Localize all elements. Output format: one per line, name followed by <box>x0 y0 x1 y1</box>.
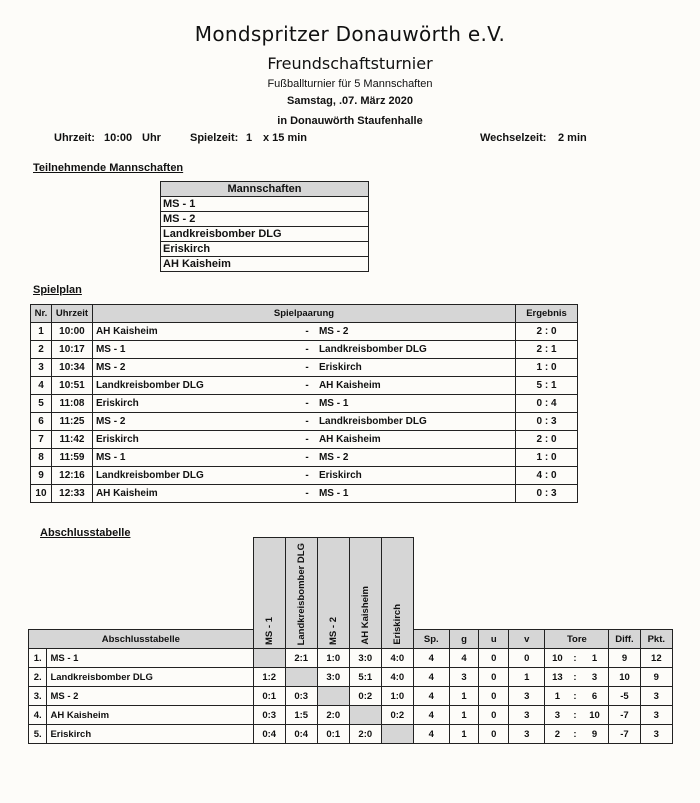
spielzeit-label: Spielzeit: <box>190 132 239 144</box>
game-dash: - <box>298 323 316 341</box>
game-dash: - <box>298 449 316 467</box>
game-result: 0 : 3 <box>516 413 578 431</box>
game-home: Eriskirch <box>92 431 298 449</box>
schedule-row <box>31 341 578 359</box>
stat-pkt: 3 <box>640 687 672 706</box>
game-dash: - <box>298 467 316 485</box>
stat-header-v: v <box>509 630 545 649</box>
uhrzeit-label: Uhrzeit: <box>54 132 95 144</box>
cross-result-cell: 0:2 <box>381 706 413 725</box>
game-home: AH Kaisheim <box>92 485 298 503</box>
cross-result-cell: 5:1 <box>349 668 381 687</box>
stat-pkt: 9 <box>640 668 672 687</box>
game-nr: 2 <box>31 341 52 359</box>
cross-result-cell <box>349 706 381 725</box>
rank-cell: 3. <box>29 687 47 706</box>
game-time: 10:17 <box>51 341 92 359</box>
stat-header-diff: Diff. <box>609 630 640 649</box>
teams-column-header: Mannschaften <box>161 182 369 197</box>
team-name-cell: Landkreisbomber DLG <box>47 668 253 687</box>
game-nr: 4 <box>31 377 52 395</box>
stat-header-tore: Tore <box>545 630 609 649</box>
schedule-heading: Spielplan <box>33 284 82 296</box>
stat-diff: -5 <box>609 687 640 706</box>
game-dash: - <box>298 431 316 449</box>
stat-pkt: 12 <box>640 649 672 668</box>
game-result: 2 : 0 <box>516 431 578 449</box>
stat-u: 0 <box>479 725 509 744</box>
game-time: 11:08 <box>51 395 92 413</box>
teams-table <box>160 181 369 272</box>
schedule-row <box>31 377 578 395</box>
game-nr: 10 <box>31 485 52 503</box>
stat-g: 1 <box>449 706 479 725</box>
schedule-row <box>31 485 578 503</box>
cross-result-cell: 0:2 <box>349 687 381 706</box>
goals-colon: : <box>569 668 581 687</box>
rank-cell: 1. <box>29 649 47 668</box>
stat-sp: 4 <box>413 649 449 668</box>
tournament-title: Freundschaftsturnier <box>267 54 433 73</box>
col-nr: Nr. <box>31 305 52 323</box>
goals-against: 9 <box>581 725 609 744</box>
game-nr: 1 <box>31 323 52 341</box>
col-result: Ergebnis <box>516 305 578 323</box>
teams-heading: Teilnehmende Mannschaften <box>33 162 184 174</box>
goals-colon: : <box>569 687 581 706</box>
spielzeit-value: 1 <box>246 132 253 144</box>
team-cell: Eriskirch <box>161 242 369 257</box>
cross-result-cell: 1:5 <box>285 706 317 725</box>
cross-result-cell: 0:1 <box>317 725 349 744</box>
cross-result-cell: 0:4 <box>285 725 317 744</box>
schedule-row <box>31 431 578 449</box>
stat-header-pkt: Pkt. <box>640 630 672 649</box>
game-away: MS - 1 <box>316 485 516 503</box>
stat-sp: 4 <box>413 668 449 687</box>
game-home: Landkreisbomber DLG <box>92 377 298 395</box>
stat-g: 4 <box>449 649 479 668</box>
stat-g: 1 <box>449 687 479 706</box>
goals-against: 6 <box>581 687 609 706</box>
game-result: 4 : 0 <box>516 467 578 485</box>
game-result: 0 : 3 <box>516 485 578 503</box>
standings-row <box>29 687 673 706</box>
stat-pkt: 3 <box>640 706 672 725</box>
stat-u: 0 <box>479 687 509 706</box>
cross-result-cell: 1:2 <box>253 668 285 687</box>
game-time: 12:16 <box>51 467 92 485</box>
game-dash: - <box>298 359 316 377</box>
standings-row <box>29 725 673 744</box>
cross-result-cell: 4:0 <box>381 668 413 687</box>
stat-diff: -7 <box>609 706 640 725</box>
game-time: 11:59 <box>51 449 92 467</box>
standings-row <box>29 649 673 668</box>
team-cell: Landkreisbomber DLG <box>161 227 369 242</box>
cross-result-cell: 0:3 <box>253 706 285 725</box>
cross-header: Eriskirch <box>391 604 403 645</box>
wechselzeit-label: Wechselzeit: <box>480 132 547 144</box>
goals-against: 10 <box>581 706 609 725</box>
game-away: MS - 2 <box>316 323 516 341</box>
stat-v: 1 <box>509 668 545 687</box>
standings-heading: Abschlusstabelle <box>40 527 131 539</box>
schedule-row <box>31 323 578 341</box>
goals-for: 1 <box>545 687 569 706</box>
rank-cell: 2. <box>29 668 47 687</box>
goals-for: 10 <box>545 649 569 668</box>
game-home: MS - 2 <box>92 413 298 431</box>
game-away: MS - 2 <box>316 449 516 467</box>
goals-against: 1 <box>581 649 609 668</box>
game-nr: 8 <box>31 449 52 467</box>
cross-result-cell: 1:0 <box>317 649 349 668</box>
cross-result-cell <box>253 649 285 668</box>
stat-v: 3 <box>509 706 545 725</box>
game-away: AH Kaisheim <box>316 431 516 449</box>
goals-for: 3 <box>545 706 569 725</box>
stat-header-g: g <box>449 630 479 649</box>
game-nr: 9 <box>31 467 52 485</box>
game-home: MS - 2 <box>92 359 298 377</box>
game-result: 1 : 0 <box>516 449 578 467</box>
goals-for: 2 <box>545 725 569 744</box>
stat-u: 0 <box>479 706 509 725</box>
schedule-row <box>31 467 578 485</box>
cross-header: MS - 2 <box>327 617 339 645</box>
tournament-subtitle: Fußballturnier für 5 Mannschaften <box>267 78 433 90</box>
stat-g: 1 <box>449 725 479 744</box>
col-pairing: Spielpaarung <box>92 305 515 323</box>
team-name-cell: AH Kaisheim <box>47 706 253 725</box>
cross-result-cell: 2:0 <box>349 725 381 744</box>
game-away: Eriskirch <box>316 467 516 485</box>
team-name-cell: MS - 1 <box>47 649 253 668</box>
game-time: 11:25 <box>51 413 92 431</box>
col-time: Uhrzeit <box>51 305 92 323</box>
cross-result-cell <box>381 725 413 744</box>
standings-row <box>29 668 673 687</box>
tournament-location: in Donauwörth Staufenhalle <box>277 115 423 127</box>
stat-header-sp: Sp. <box>413 630 449 649</box>
stat-sp: 4 <box>413 706 449 725</box>
goals-colon: : <box>569 706 581 725</box>
cross-header: AH Kaisheim <box>359 586 371 645</box>
tournament-date: Samstag, .07. März 2020 <box>287 95 413 107</box>
game-away: AH Kaisheim <box>316 377 516 395</box>
goals-for: 13 <box>545 668 569 687</box>
cross-header: Landkreisbomber DLG <box>295 542 307 645</box>
team-name-cell: Eriskirch <box>47 725 253 744</box>
game-away: Landkreisbomber DLG <box>316 413 516 431</box>
stat-diff: 9 <box>609 649 640 668</box>
game-time: 10:34 <box>51 359 92 377</box>
cross-result-cell: 3:0 <box>349 649 381 668</box>
cross-result-cell: 0:4 <box>253 725 285 744</box>
cross-result-cell: 1:0 <box>381 687 413 706</box>
game-away: Eriskirch <box>316 359 516 377</box>
game-dash: - <box>298 413 316 431</box>
game-home: AH Kaisheim <box>92 323 298 341</box>
schedule-row <box>31 449 578 467</box>
goals-against: 3 <box>581 668 609 687</box>
cross-result-cell <box>317 687 349 706</box>
cross-result-cell: 2:1 <box>285 649 317 668</box>
team-cell: MS - 2 <box>161 212 369 227</box>
stat-u: 0 <box>479 649 509 668</box>
cross-result-cell <box>285 668 317 687</box>
game-dash: - <box>298 341 316 359</box>
standings-row <box>29 706 673 725</box>
schedule-row <box>31 395 578 413</box>
spielzeit-unit: x 15 min <box>263 132 308 144</box>
club-title: Mondspritzer Donauwörth e.V. <box>194 22 506 46</box>
cross-result-cell: 0:1 <box>253 687 285 706</box>
stat-diff: -7 <box>609 725 640 744</box>
game-dash: - <box>298 395 316 413</box>
game-time: 10:51 <box>51 377 92 395</box>
schedule-row <box>31 413 578 431</box>
standings-table-label: Abschlusstabelle <box>29 630 254 649</box>
game-home: MS - 1 <box>92 449 298 467</box>
game-time: 11:42 <box>51 431 92 449</box>
stat-pkt: 3 <box>640 725 672 744</box>
game-away: MS - 1 <box>316 395 516 413</box>
cross-header: MS - 1 <box>263 617 275 645</box>
uhrzeit-value: 10:00 <box>104 132 133 144</box>
stat-diff: 10 <box>609 668 640 687</box>
stat-sp: 4 <box>413 725 449 744</box>
rank-cell: 4. <box>29 706 47 725</box>
game-time: 12:33 <box>51 485 92 503</box>
game-nr: 5 <box>31 395 52 413</box>
team-cell: MS - 1 <box>161 197 369 212</box>
game-home: Eriskirch <box>92 395 298 413</box>
game-result: 2 : 0 <box>516 323 578 341</box>
game-home: Landkreisbomber DLG <box>92 467 298 485</box>
game-home: MS - 1 <box>92 341 298 359</box>
game-nr: 7 <box>31 431 52 449</box>
game-time: 10:00 <box>51 323 92 341</box>
game-result: 5 : 1 <box>516 377 578 395</box>
goals-colon: : <box>569 649 581 668</box>
schedule-row <box>31 359 578 377</box>
cross-result-cell: 2:0 <box>317 706 349 725</box>
stat-v: 3 <box>509 725 545 744</box>
stat-v: 3 <box>509 687 545 706</box>
standings-table <box>28 537 673 744</box>
game-nr: 3 <box>31 359 52 377</box>
game-away: Landkreisbomber DLG <box>316 341 516 359</box>
game-nr: 6 <box>31 413 52 431</box>
stat-sp: 4 <box>413 687 449 706</box>
wechselzeit-value: 2 min <box>558 132 587 144</box>
stat-u: 0 <box>479 668 509 687</box>
team-name-cell: MS - 2 <box>47 687 253 706</box>
cross-result-cell: 0:3 <box>285 687 317 706</box>
stat-header-u: u <box>479 630 509 649</box>
cross-result-cell: 4:0 <box>381 649 413 668</box>
rank-cell: 5. <box>29 725 47 744</box>
stat-g: 3 <box>449 668 479 687</box>
cross-result-cell: 3:0 <box>317 668 349 687</box>
stat-v: 0 <box>509 649 545 668</box>
game-result: 1 : 0 <box>516 359 578 377</box>
team-cell: AH Kaisheim <box>161 257 369 272</box>
game-dash: - <box>298 485 316 503</box>
uhrzeit-unit: Uhr <box>142 132 161 144</box>
schedule-table <box>30 304 578 503</box>
game-result: 2 : 1 <box>516 341 578 359</box>
game-result: 0 : 4 <box>516 395 578 413</box>
goals-colon: : <box>569 725 581 744</box>
game-dash: - <box>298 377 316 395</box>
